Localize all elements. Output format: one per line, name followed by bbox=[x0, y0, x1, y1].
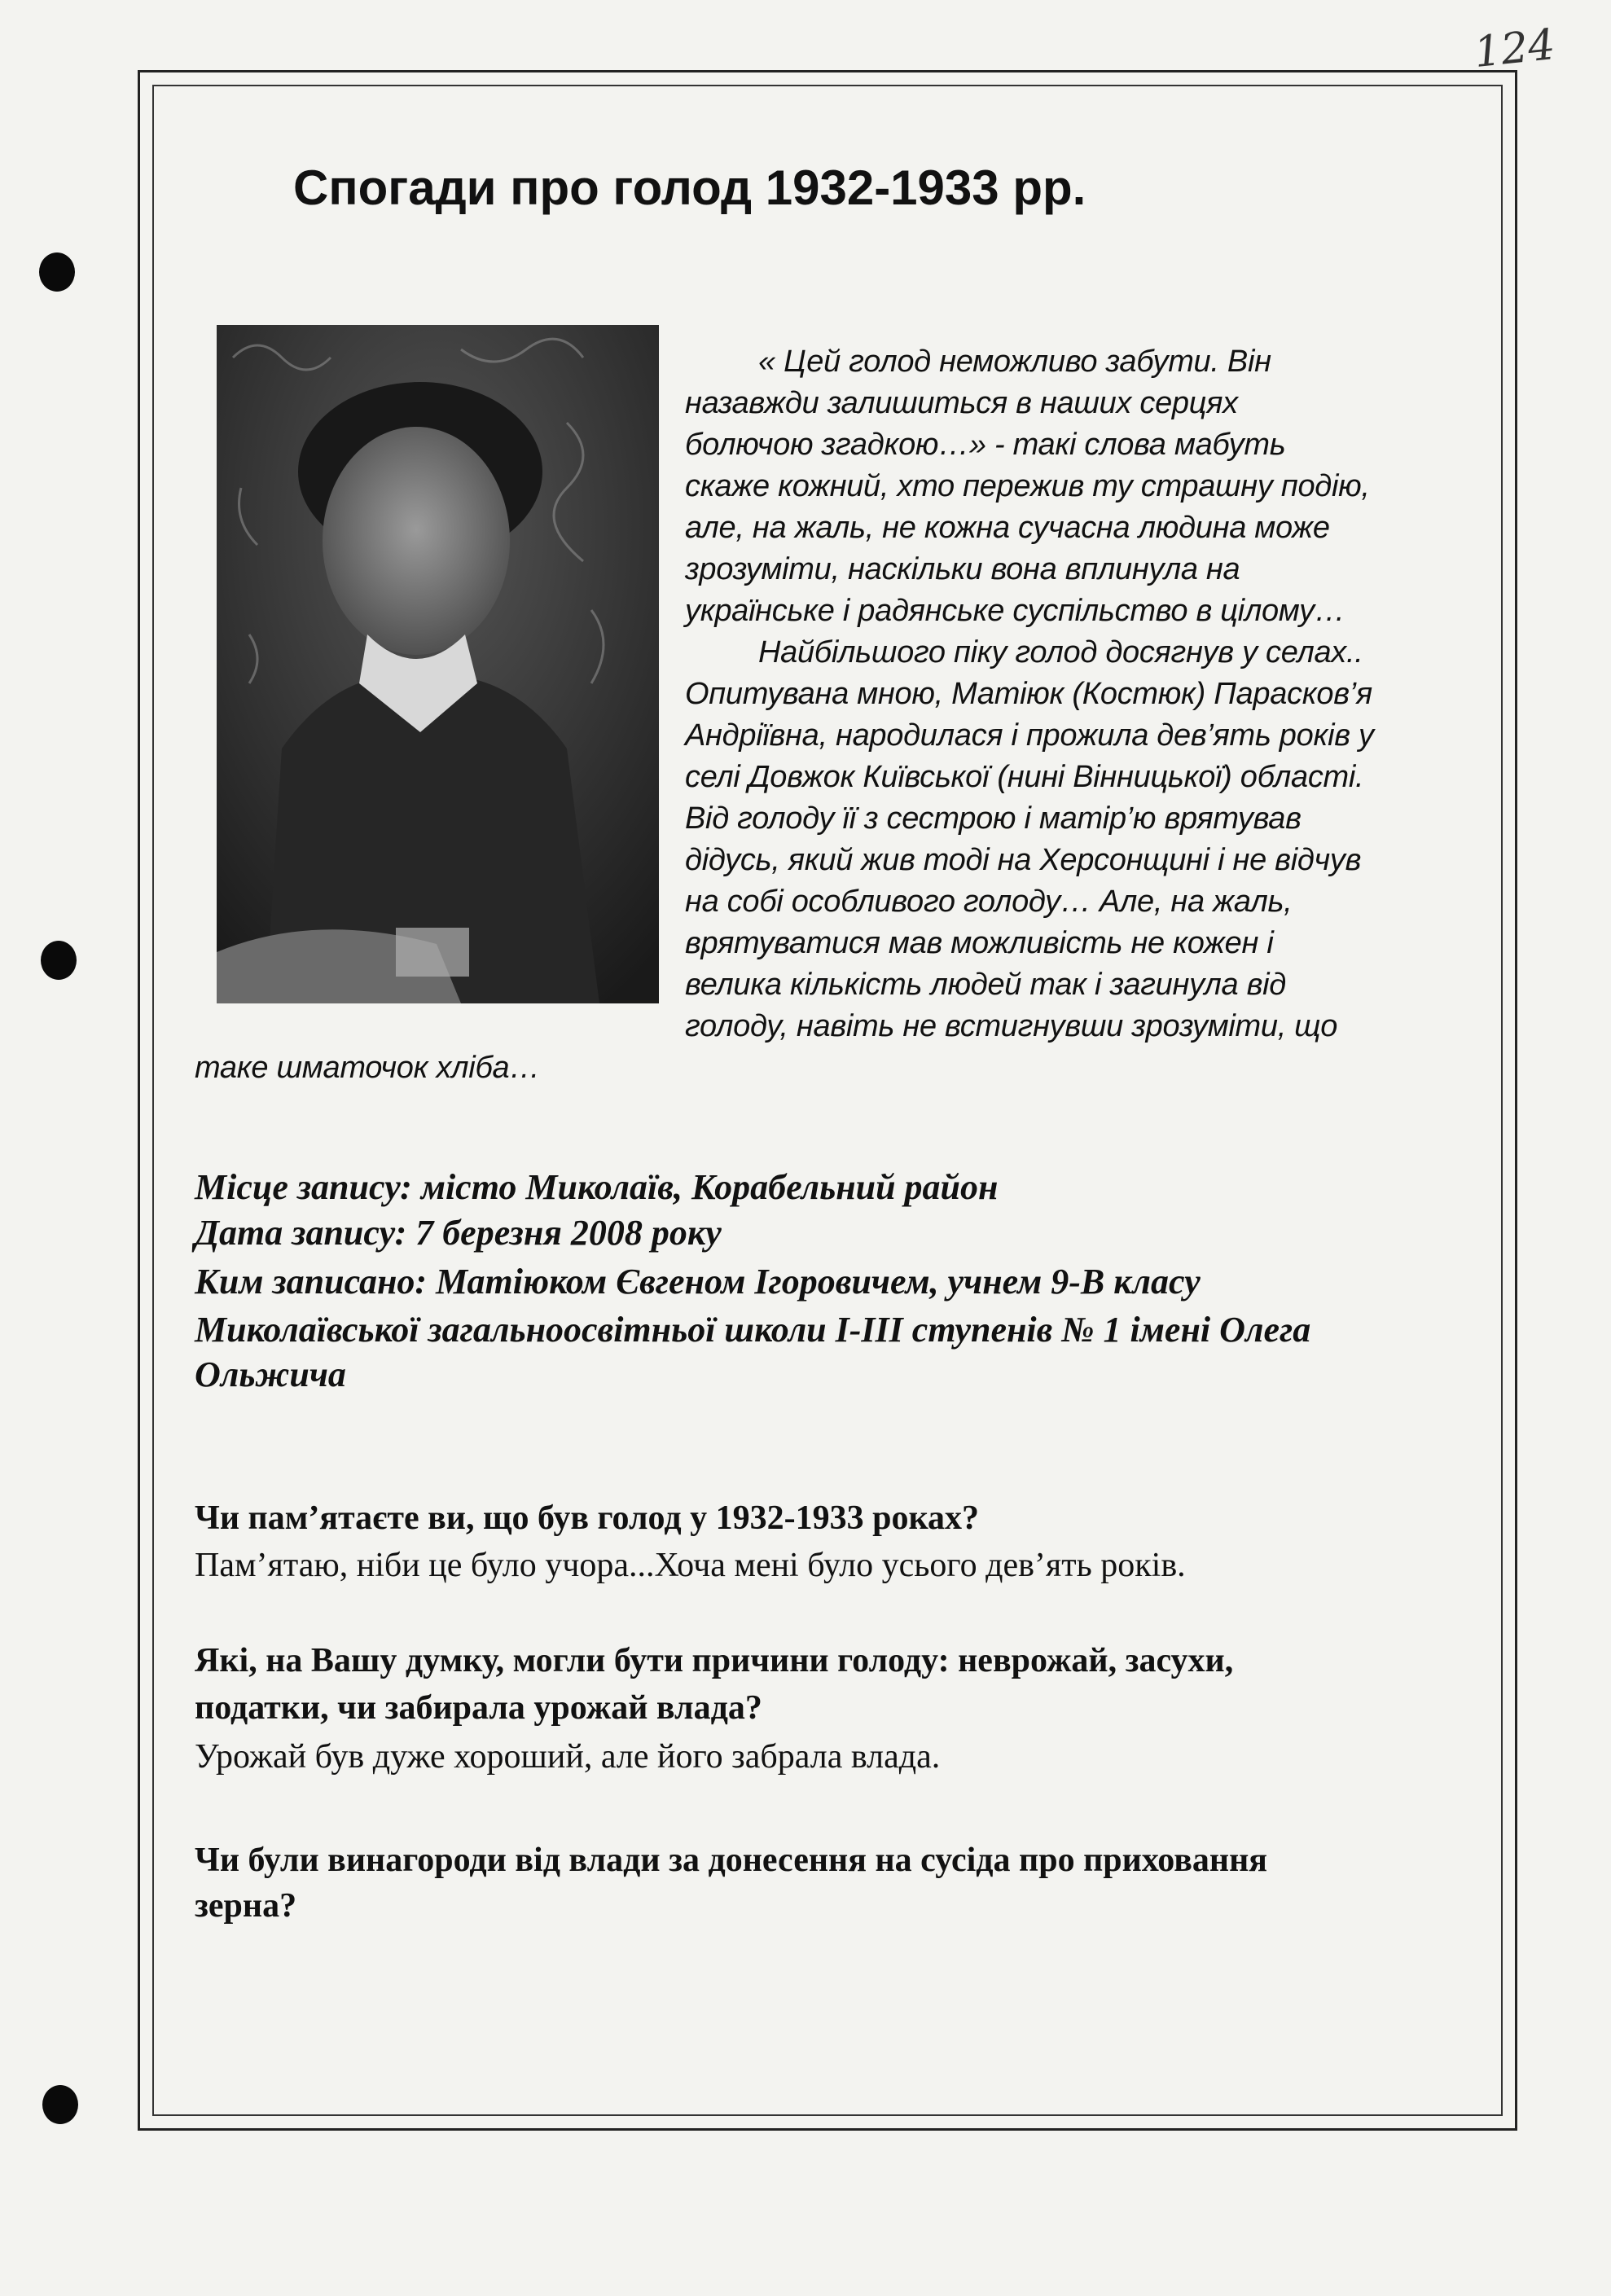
paragraph-line: велика кількість людей так і загинула від bbox=[685, 968, 1286, 1002]
metadata-line: Дата запису: 7 березня 2008 року bbox=[195, 1213, 722, 1253]
paragraph-line: назавжди залишиться в наших серцях bbox=[685, 386, 1238, 420]
question: Чи були винагороди від влади за донесення на сусіда про приховання bbox=[195, 1842, 1267, 1879]
paragraph-line: українське і радянське суспільство в цілому… bbox=[685, 594, 1345, 628]
metadata-line: Миколаївської загальноосвітньої школи І-ІІІ ступенів № 1 імені Олега bbox=[195, 1310, 1311, 1350]
question: податки, чи забирала урожай влада? bbox=[195, 1689, 762, 1727]
punch-hole bbox=[42, 2085, 78, 2124]
paragraph-line: голоду, навіть не встигнувши зрозуміти, що bbox=[685, 1009, 1338, 1043]
paragraph-line: Найбільшого піку голод досягнув у селах.. bbox=[758, 635, 1363, 669]
punch-hole bbox=[41, 941, 77, 980]
paragraph-line: скаже кожний, хто пережив ту страшну подію, bbox=[685, 469, 1370, 503]
page-title: Спогади про голод 1932-1933 рр. bbox=[293, 160, 1086, 215]
metadata-line: Ким записано: Матіюком Євгеном Ігоровичем, учнем 9-В класу bbox=[195, 1262, 1201, 1302]
paragraph-line: зрозуміти, наскільки вона вплинула на bbox=[685, 552, 1240, 586]
paragraph-line: дідусь, який жив тоді на Херсонщині і не відчув bbox=[685, 843, 1362, 877]
question: зерна? bbox=[195, 1887, 297, 1925]
answer: Пам’ятаю, ніби це було учора...Хоча мені було усього дев’ять років. bbox=[195, 1547, 1186, 1584]
paragraph-line: болючою згадкою…» - такі слова мабуть bbox=[685, 428, 1286, 462]
paragraph-line: Андріївна, народилася і прожила дев’ять років у bbox=[685, 718, 1374, 753]
paragraph-line: Опитувана мною, Матіюк (Костюк) Парасков’я bbox=[685, 677, 1372, 711]
paragraph-line: таке шматочок хліба… bbox=[195, 1051, 541, 1085]
metadata-line: Ольжича bbox=[195, 1354, 346, 1394]
handwritten-page-number: 124 bbox=[1472, 20, 1558, 78]
paragraph-line: на собі особливого голоду… Але, на жаль, bbox=[685, 885, 1293, 919]
paragraph-line: Від голоду її з сестрою і матір’ю врятував bbox=[685, 801, 1302, 836]
question: Чи пам’ятаєте ви, що був голод у 1932-1933 роках? bbox=[195, 1499, 980, 1537]
paragraph-line: але, на жаль, не кожна сучасна людина може bbox=[685, 511, 1330, 545]
metadata-line: Місце запису: місто Миколаїв, Корабельний район bbox=[195, 1167, 999, 1207]
answer: Урожай був дуже хороший, але його забрала влада. bbox=[195, 1738, 941, 1776]
paragraph-line: врятуватися мав можливість не кожен і bbox=[685, 926, 1274, 960]
paragraph-line: « Цей голод неможливо забути. Він bbox=[758, 345, 1271, 379]
question: Які, на Вашу думку, могли бути причини голоду: неврожай, засухи, bbox=[195, 1642, 1234, 1679]
paragraph-line: селі Довжок Київської (нині Вінницької) області. bbox=[685, 760, 1364, 794]
punch-hole bbox=[39, 252, 75, 292]
portrait-photo bbox=[217, 325, 659, 1003]
